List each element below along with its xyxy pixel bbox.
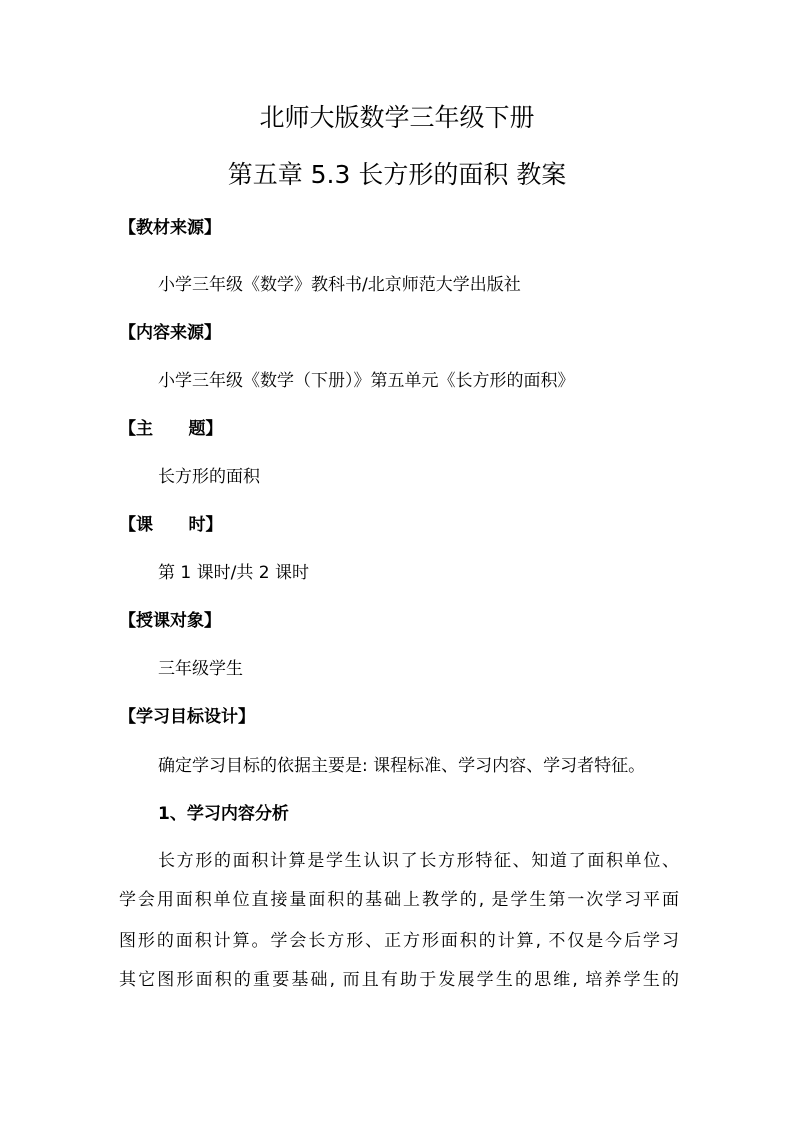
- body-text-line: 图形的面积计算。学会长方形、正方形面积的计算, 不仅是今后学习: [119, 931, 679, 951]
- subsection-title: 1、学习内容分析: [158, 804, 289, 824]
- section-content-content-source: 小学三年级《数学（下册）》第五单元《长方形的面积》: [158, 371, 575, 391]
- section-heading-audience: 【授课对象】: [119, 611, 221, 631]
- section-content-topic: 长方形的面积: [158, 467, 260, 487]
- section-heading-topic: 【主 题】: [119, 419, 223, 439]
- document-title: 北师大版数学三年级下册: [259, 103, 535, 132]
- body-text-line: 长方形的面积计算是学生认识了长方形特征、知道了面积单位、: [158, 851, 679, 871]
- body-text-line: 学会用面积单位直接量面积的基础上教学的, 是学生第一次学习平面: [119, 890, 679, 910]
- section-content-textbook-source: 小学三年级《数学》教科书/北京师范大学出版社: [158, 275, 521, 295]
- section-content-learning-goals: 确定学习目标的依据主要是: 课程标准、学习内容、学习者特征。: [158, 756, 646, 776]
- section-heading-class-hours: 【课 时】: [119, 515, 223, 535]
- section-heading-content-source: 【内容来源】: [119, 323, 221, 343]
- document-subtitle: 第五章 5.3 长方形的面积 教案: [227, 160, 567, 189]
- body-text-line: 其它图形面积的重要基础, 而且有助于发展学生的思维, 培养学生的: [119, 970, 679, 990]
- section-content-audience: 三年级学生: [158, 659, 243, 679]
- section-heading-learning-goals: 【学习目标设计】: [119, 707, 255, 727]
- section-content-class-hours: 第 1 课时/共 2 课时: [158, 563, 309, 583]
- section-heading-textbook-source: 【教材来源】: [119, 218, 221, 238]
